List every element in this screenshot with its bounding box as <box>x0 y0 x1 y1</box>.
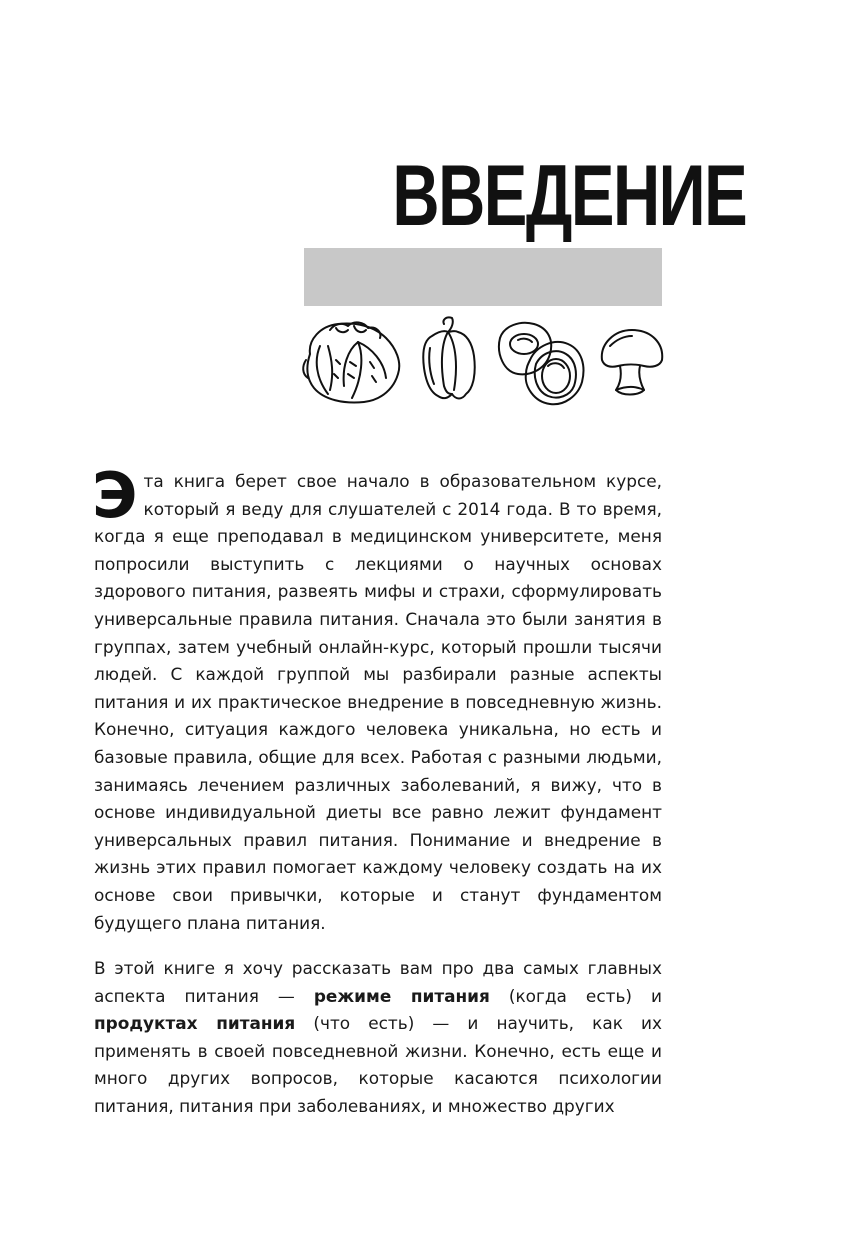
chapter-title: ВВЕДЕНИЕ <box>392 148 747 244</box>
drop-cap: Э <box>92 459 138 532</box>
title-bar <box>304 248 662 306</box>
paragraph-2-bold-meal-schedule: режиме питания <box>313 985 490 1006</box>
cabbage-icon <box>303 322 399 402</box>
avocado-icon <box>499 323 583 404</box>
paragraph-2-text-b: (когда есть) и <box>489 985 662 1006</box>
paragraph-2-text-c: (что есть) — и научить, как их применять в своей повседневной жизни. Конечно, есть еще и много других вопросов, которые касаются психологии питания, питания при заболеваниях, и множество других <box>94 1013 662 1116</box>
mushroom-icon <box>602 330 662 395</box>
paragraph-2-bold-food-products: продуктах питания <box>94 1013 296 1034</box>
paragraph-1-text: та книга берет свое начало в образовательном курсе, который я веду для слушателей с 2014 года. В то время, когда я еще преподавал в медицинском университете, меня попросили выступить с лекциями о научных основах здорового питания, развеять мифы и страхи, сформулировать универсальные правила питания. Сначала это были занятия в группах, затем учебный онлайн-курс, который прошли тысячи людей. С каждой группой мы разбирали разные аспекты питания и их практическое внедрение в повседневную жизнь. Конечно, ситуация каждого человека уникальна, но есть и базовые правила, общие для всех. Работая с разными людьми, занимаясь лечением различных заболеваний, я вижу, что в основе индивидуальной диеты все равно лежит фундамент универсальных правил питания. Понимание и внедрение в жизнь этих правил помогает каждому человеку создать на их основе свои привычки, которые и станут фундаментом будущего плана питания. <box>94 471 662 933</box>
paragraph-2-text-a: В этой книге я хочу рассказать вам про два самых главных аспекта питания — <box>94 958 662 1006</box>
intro-paragraph-2 <box>94 955 662 1121</box>
bell-pepper-icon <box>423 317 474 398</box>
intro-paragraph-1 <box>92 459 662 937</box>
vegetable-illustrations <box>300 316 670 408</box>
